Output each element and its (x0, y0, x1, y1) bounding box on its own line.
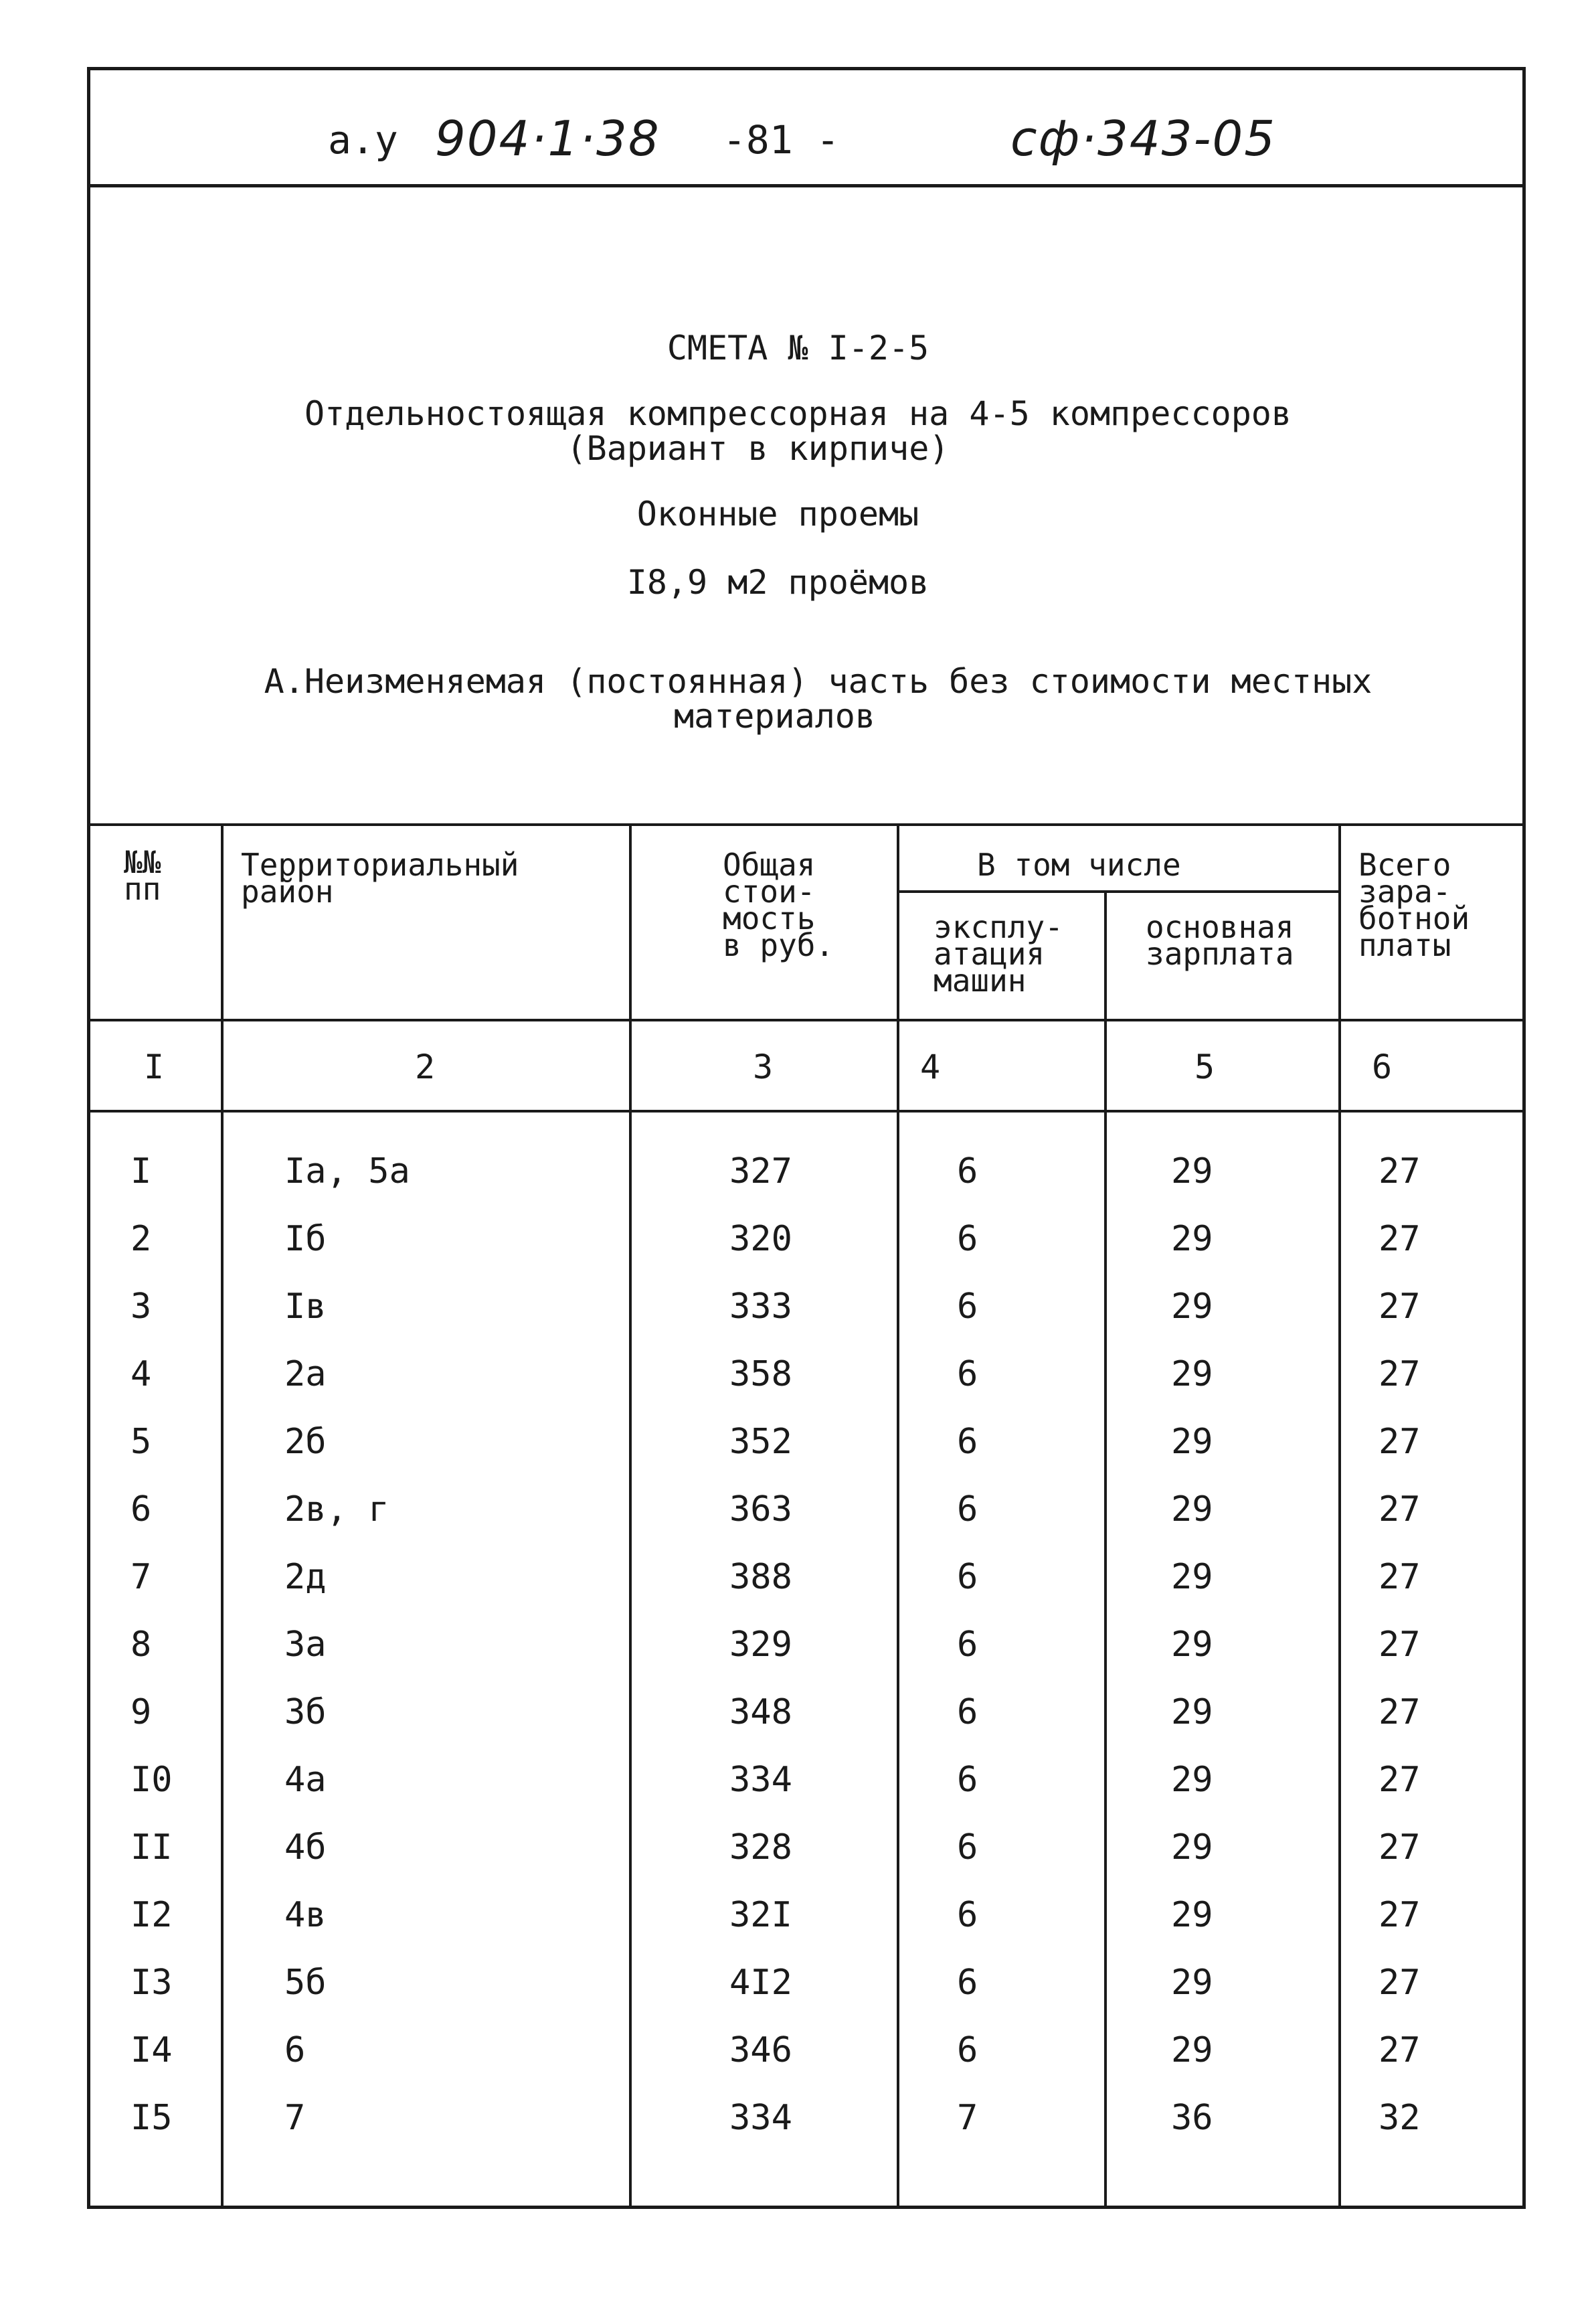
row-region: 2б (284, 1422, 327, 1462)
row-total-wages: 27 (1379, 1557, 1421, 1597)
code-value: 904·1·38 (435, 110, 660, 167)
row-total-cost: 327 (729, 1151, 792, 1191)
row-total-wages: 27 (1379, 1354, 1421, 1394)
row-total-cost: 358 (729, 1354, 792, 1394)
row-number: 9 (130, 1692, 152, 1732)
row-total-cost: 352 (729, 1422, 792, 1462)
section-line-2: материалов (673, 697, 876, 736)
row-total-cost: 32I (729, 1895, 792, 1935)
row-base-salary: 29 (1171, 1557, 1213, 1597)
row-machines: 6 (957, 1827, 978, 1868)
row-number: I3 (130, 1963, 173, 2003)
row-total-cost: 346 (729, 2030, 792, 2070)
row-number: 4 (130, 1354, 152, 1394)
row-base-salary: 29 (1171, 1151, 1213, 1191)
row-total-cost: 363 (729, 1489, 792, 1530)
col-divider-3 (897, 823, 899, 2209)
column-numbers-border (87, 1110, 1526, 1112)
row-total-cost: 348 (729, 1692, 792, 1732)
row-region: Iб (284, 1219, 327, 1259)
col-divider-2 (629, 823, 632, 2209)
row-number: I0 (130, 1760, 173, 1800)
row-number: I (130, 1151, 152, 1191)
row-total-wages: 27 (1379, 1895, 1421, 1935)
estimate-title: СМЕТА № I-2-5 (667, 329, 929, 367)
header-bottom-border (87, 1019, 1526, 1021)
row-region: 6 (284, 2030, 306, 2070)
row-total-cost: 333 (729, 1287, 792, 1327)
row-total-cost: 334 (729, 2098, 792, 2138)
row-total-cost: 388 (729, 1557, 792, 1597)
page-number: -81 - (723, 117, 840, 163)
row-total-cost: 334 (729, 1760, 792, 1800)
row-region: 2в, г (284, 1489, 389, 1530)
row-number: I5 (130, 2098, 173, 2138)
group-underline (897, 890, 1338, 893)
row-region: 4а (284, 1760, 327, 1800)
row-total-wages: 27 (1379, 1219, 1421, 1259)
row-machines: 6 (957, 1760, 978, 1800)
row-total-wages: 27 (1379, 1422, 1421, 1462)
row-region: Iв (284, 1287, 327, 1327)
header-base-salary: основная зарплата (1146, 909, 1294, 972)
row-machines: 6 (957, 2030, 978, 2070)
row-total-wages: 27 (1379, 1625, 1421, 1665)
row-base-salary: 29 (1171, 1895, 1213, 1935)
row-machines: 6 (957, 1625, 978, 1665)
doc-code: сф·343-05 (1010, 110, 1277, 167)
row-total-cost: 328 (729, 1827, 792, 1868)
row-number: 5 (130, 1422, 152, 1462)
header-number: №№ пп (124, 844, 161, 907)
row-base-salary: 29 (1171, 1760, 1213, 1800)
header-region: Территориальный район (241, 847, 519, 910)
row-machines: 6 (957, 1287, 978, 1327)
row-region: 3б (284, 1692, 327, 1732)
row-region: Iа, 5а (284, 1151, 410, 1191)
row-total-cost: 329 (729, 1625, 792, 1665)
header-machines: эксплу- атация машин (934, 909, 1063, 999)
row-number: 2 (130, 1219, 152, 1259)
row-machines: 6 (957, 1557, 978, 1597)
row-machines: 6 (957, 1489, 978, 1530)
row-total-wages: 27 (1379, 1489, 1421, 1530)
element-name: Оконные проемы (636, 495, 919, 533)
row-machines: 6 (957, 1354, 978, 1394)
row-base-salary: 29 (1171, 1692, 1213, 1732)
row-machines: 6 (957, 1895, 978, 1935)
header-including: В том числе (977, 847, 1181, 883)
row-total-wages: 27 (1379, 2030, 1421, 2070)
row-region: 4в (284, 1895, 327, 1935)
row-base-salary: 29 (1171, 1422, 1213, 1462)
col-divider-1 (221, 823, 224, 2209)
row-region: 2а (284, 1354, 327, 1394)
row-total-wages: 27 (1379, 1692, 1421, 1732)
row-number: 7 (130, 1557, 152, 1597)
row-base-salary: 29 (1171, 1625, 1213, 1665)
row-number: 6 (130, 1489, 152, 1530)
row-number: 8 (130, 1625, 152, 1665)
quantity: I8,9 м2 проёмов (626, 563, 929, 602)
row-total-wages: 32 (1379, 2098, 1421, 2138)
col-divider-5 (1338, 823, 1341, 2209)
row-total-wages: 27 (1379, 1827, 1421, 1868)
column-number: 5 (1194, 1048, 1215, 1086)
column-number: 6 (1371, 1048, 1393, 1086)
row-total-cost: 4I2 (729, 1963, 792, 2003)
row-number: II (130, 1827, 173, 1868)
row-number: 3 (130, 1287, 152, 1327)
row-region: 7 (284, 2098, 306, 2138)
column-number: I (143, 1048, 165, 1086)
row-machines: 6 (957, 1422, 978, 1462)
row-base-salary: 29 (1171, 1827, 1213, 1868)
header-total-cost: Общая стои- мость в руб. (723, 847, 834, 963)
row-machines: 7 (957, 2098, 978, 2138)
column-number: 4 (919, 1048, 941, 1086)
row-machines: 6 (957, 1151, 978, 1191)
object-line-1: Отдельностоящая компрессорная на 4-5 компрессоров (304, 394, 1292, 433)
table-top-border (87, 823, 1526, 826)
row-base-salary: 29 (1171, 1219, 1213, 1259)
row-region: 3а (284, 1625, 327, 1665)
row-base-salary: 36 (1171, 2098, 1213, 2138)
row-machines: 6 (957, 1219, 978, 1259)
row-total-wages: 27 (1379, 1760, 1421, 1800)
page-frame (87, 67, 1526, 2209)
row-region: 4б (284, 1827, 327, 1868)
header-total-wages: Всего зара- ботной платы (1358, 847, 1470, 963)
row-number: I4 (130, 2030, 173, 2070)
code-prefix: а.у (328, 117, 398, 163)
row-base-salary: 29 (1171, 1287, 1213, 1327)
row-total-wages: 27 (1379, 1151, 1421, 1191)
col-divider-4 (1104, 890, 1107, 2209)
row-total-cost: 320 (729, 1219, 792, 1259)
column-number: 2 (414, 1048, 436, 1086)
row-base-salary: 29 (1171, 1963, 1213, 2003)
row-base-salary: 29 (1171, 1489, 1213, 1530)
row-base-salary: 29 (1171, 1354, 1213, 1394)
section-line-1: А.Неизменяемая (постоянная) часть без стоимости местных (264, 662, 1372, 701)
row-machines: 6 (957, 1963, 978, 2003)
row-region: 2д (284, 1557, 327, 1597)
object-line-2: (Вариант в кирпиче) (566, 429, 950, 468)
row-total-wages: 27 (1379, 1963, 1421, 2003)
row-number: I2 (130, 1895, 173, 1935)
row-region: 5б (284, 1963, 327, 2003)
row-base-salary: 29 (1171, 2030, 1213, 2070)
row-machines: 6 (957, 1692, 978, 1732)
column-number: 3 (752, 1048, 774, 1086)
row-total-wages: 27 (1379, 1287, 1421, 1327)
